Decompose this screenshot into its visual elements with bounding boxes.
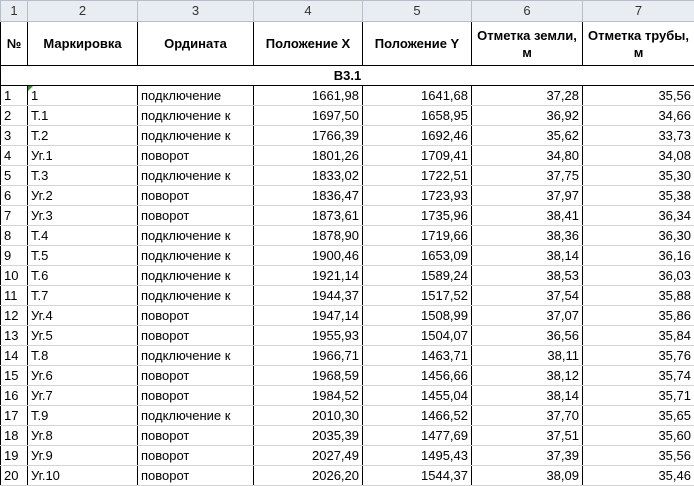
- cell-marking[interactable]: Т.2: [28, 126, 138, 146]
- cell-marking[interactable]: Т.3: [28, 166, 138, 186]
- section-row: [1, 66, 694, 86]
- cell-ordinate[interactable]: поворот: [138, 386, 254, 406]
- cell-ordinate[interactable]: поворот: [138, 326, 254, 346]
- cell-position-y[interactable]: 1735,96: [363, 206, 472, 226]
- cell-ordinate[interactable]: поворот: [138, 466, 254, 486]
- cell-position-x[interactable]: 1955,93: [254, 326, 363, 346]
- section-title-cell[interactable]: В3.1: [1, 66, 694, 86]
- cell-pipe-elevation[interactable]: 33,73: [583, 126, 694, 146]
- cell-position-x[interactable]: 1900,46: [254, 246, 363, 266]
- cell-number[interactable]: 8: [1, 226, 28, 246]
- cell-pipe-elevation[interactable]: 35,71: [583, 386, 694, 406]
- cell-position-x[interactable]: 1966,71: [254, 346, 363, 366]
- cell-ordinate[interactable]: поворот: [138, 186, 254, 206]
- cell-number[interactable]: 4: [1, 146, 28, 166]
- cell-position-y[interactable]: 1517,52: [363, 286, 472, 306]
- cell-marking[interactable]: Т.4: [28, 226, 138, 246]
- cell-ordinate[interactable]: подключение к: [138, 346, 254, 366]
- cell-number[interactable]: 13: [1, 326, 28, 346]
- cell-position-y[interactable]: 1692,46: [363, 126, 472, 146]
- column-number-cell[interactable]: 4: [254, 1, 363, 22]
- cell-ordinate[interactable]: подключение: [138, 86, 254, 106]
- cell-position-y[interactable]: 1589,24: [363, 266, 472, 286]
- header-cell-ground-elevation[interactable]: Отметка земли, м: [472, 22, 583, 66]
- cell-ground-elevation[interactable]: 37,75: [472, 166, 583, 186]
- cell-ordinate[interactable]: поворот: [138, 306, 254, 326]
- cell-position-y[interactable]: 1719,66: [363, 226, 472, 246]
- table-row: [1, 346, 694, 366]
- column-number-cell[interactable]: 6: [472, 1, 583, 22]
- cell-marking[interactable]: Т.9: [28, 406, 138, 426]
- header-cell-pipe-elevation[interactable]: Отметка трубы, м: [583, 22, 694, 66]
- cell-pipe-elevation[interactable]: 36,34: [583, 206, 694, 226]
- table-row: [1, 246, 694, 266]
- cell-marking[interactable]: Уг.5: [28, 326, 138, 346]
- cell-pipe-elevation[interactable]: 35,56: [583, 86, 694, 106]
- table-row: [1, 446, 694, 466]
- cell-number[interactable]: 1: [1, 86, 28, 106]
- cell-position-y[interactable]: 1709,41: [363, 146, 472, 166]
- column-number-cell[interactable]: 5: [363, 1, 472, 22]
- cell-number[interactable]: 9: [1, 246, 28, 266]
- cell-number[interactable]: 12: [1, 306, 28, 326]
- table-row: [1, 86, 694, 106]
- cell-number[interactable]: 11: [1, 286, 28, 306]
- cell-marking[interactable]: Уг.1: [28, 146, 138, 166]
- cell-number[interactable]: 17: [1, 406, 28, 426]
- table-row: [1, 126, 694, 146]
- cell-ground-elevation[interactable]: 37,39: [472, 446, 583, 466]
- table-row: [1, 266, 694, 286]
- column-number-cell[interactable]: 7: [583, 1, 694, 22]
- table-row: [1, 106, 694, 126]
- table-row: [1, 206, 694, 226]
- cell-marking[interactable]: Уг.9: [28, 446, 138, 466]
- table-row: [1, 146, 694, 166]
- cell-ordinate[interactable]: подключение к: [138, 226, 254, 246]
- cell-number[interactable]: 3: [1, 126, 28, 146]
- cell-number[interactable]: 5: [1, 166, 28, 186]
- cell-number[interactable]: 16: [1, 386, 28, 406]
- cell-position-y[interactable]: 1477,69: [363, 426, 472, 446]
- cell-ordinate[interactable]: подключение к: [138, 106, 254, 126]
- cell-position-x[interactable]: 1697,50: [254, 106, 363, 126]
- cell-pipe-elevation[interactable]: 36,03: [583, 266, 694, 286]
- cell-position-y[interactable]: 1504,07: [363, 326, 472, 346]
- cell-ground-elevation[interactable]: 38,41: [472, 206, 583, 226]
- table-row: [1, 406, 694, 426]
- cell-marking[interactable]: Т.8: [28, 346, 138, 366]
- cell-number[interactable]: 20: [1, 466, 28, 486]
- table-row: [1, 286, 694, 306]
- cell-position-x[interactable]: 1878,90: [254, 226, 363, 246]
- cell-ground-elevation[interactable]: 37,07: [472, 306, 583, 326]
- cell-pipe-elevation[interactable]: 34,08: [583, 146, 694, 166]
- table-row: [1, 386, 694, 406]
- cell-ground-elevation[interactable]: 37,70: [472, 406, 583, 426]
- cell-marking[interactable]: Т.6: [28, 266, 138, 286]
- cell-position-y[interactable]: 1641,68: [363, 86, 472, 106]
- cell-ordinate[interactable]: поворот: [138, 426, 254, 446]
- cell-position-y[interactable]: 1495,43: [363, 446, 472, 466]
- cell-ground-elevation[interactable]: 34,80: [472, 146, 583, 166]
- cell-marking[interactable]: Уг.4: [28, 306, 138, 326]
- cell-pipe-elevation[interactable]: 35,65: [583, 406, 694, 426]
- cell-ground-elevation[interactable]: 38,12: [472, 366, 583, 386]
- cell-marking[interactable]: Уг.3: [28, 206, 138, 226]
- cell-ground-elevation[interactable]: 38,14: [472, 246, 583, 266]
- cell-position-y[interactable]: 1722,51: [363, 166, 472, 186]
- cell-pipe-elevation[interactable]: 35,30: [583, 166, 694, 186]
- cell-position-x[interactable]: 2035,39: [254, 426, 363, 446]
- cell-position-x[interactable]: 1801,26: [254, 146, 363, 166]
- cell-marking[interactable]: Уг.2: [28, 186, 138, 206]
- cell-position-x[interactable]: 1984,52: [254, 386, 363, 406]
- cell-marking[interactable]: Уг.6: [28, 366, 138, 386]
- header-cell-ordinate[interactable]: Ордината: [138, 22, 254, 66]
- cell-pipe-elevation[interactable]: 34,66: [583, 106, 694, 126]
- column-number-cell[interactable]: 1: [1, 1, 28, 22]
- cell-ground-elevation[interactable]: 38,53: [472, 266, 583, 286]
- cell-position-x[interactable]: 1921,14: [254, 266, 363, 286]
- cell-ordinate[interactable]: подключение к: [138, 286, 254, 306]
- header-cell-marking[interactable]: Маркировка: [28, 22, 138, 66]
- cell-ordinate[interactable]: поворот: [138, 146, 254, 166]
- header-row: [1, 22, 694, 66]
- cell-position-y[interactable]: 1456,66: [363, 366, 472, 386]
- cell-number[interactable]: 6: [1, 186, 28, 206]
- cell-ground-elevation[interactable]: 38,14: [472, 386, 583, 406]
- cell-position-y[interactable]: 1455,04: [363, 386, 472, 406]
- cell-pipe-elevation[interactable]: 35,60: [583, 426, 694, 446]
- cell-marking[interactable]: Т.1: [28, 106, 138, 126]
- table-row: [1, 306, 694, 326]
- cell-position-x[interactable]: 1661,98: [254, 86, 363, 106]
- table-row: [1, 226, 694, 246]
- header-cell-number[interactable]: №: [1, 22, 28, 66]
- cell-ordinate[interactable]: поворот: [138, 206, 254, 226]
- table-row: [1, 426, 694, 446]
- cell-number[interactable]: 15: [1, 366, 28, 386]
- cell-position-x[interactable]: 1968,59: [254, 366, 363, 386]
- cell-number[interactable]: 18: [1, 426, 28, 446]
- column-number-cell[interactable]: 2: [28, 1, 138, 22]
- header-cell-position-x[interactable]: Положение X: [254, 22, 363, 66]
- cell-marking[interactable]: Уг.7: [28, 386, 138, 406]
- header-cell-position-y[interactable]: Положение Y: [363, 22, 472, 66]
- cell-ordinate[interactable]: подключение к: [138, 406, 254, 426]
- cell-ground-elevation[interactable]: 35,62: [472, 126, 583, 146]
- cell-pipe-elevation[interactable]: 35,56: [583, 446, 694, 466]
- column-number-cell[interactable]: 3: [138, 1, 254, 22]
- cell-position-y[interactable]: 1723,93: [363, 186, 472, 206]
- cell-pipe-elevation[interactable]: 35,84: [583, 326, 694, 346]
- cell-position-y[interactable]: 1544,37: [363, 466, 472, 486]
- cell-marking[interactable]: Т.7: [28, 286, 138, 306]
- cell-ordinate[interactable]: поворот: [138, 446, 254, 466]
- cell-position-x[interactable]: 1836,47: [254, 186, 363, 206]
- table-row: [1, 166, 694, 186]
- cell-position-x[interactable]: 2026,20: [254, 466, 363, 486]
- cell-marking[interactable]: Уг.8: [28, 426, 138, 446]
- cell-pipe-elevation[interactable]: 35,76: [583, 346, 694, 366]
- cell-pipe-elevation[interactable]: 35,74: [583, 366, 694, 386]
- cell-position-x[interactable]: 1873,61: [254, 206, 363, 226]
- cell-ground-elevation[interactable]: 38,09: [472, 466, 583, 486]
- cell-pipe-elevation[interactable]: 35,86: [583, 306, 694, 326]
- cell-position-x[interactable]: 2027,49: [254, 446, 363, 466]
- cell-position-x[interactable]: 1833,02: [254, 166, 363, 186]
- cell-marking[interactable]: Т.5: [28, 246, 138, 266]
- cell-ground-elevation[interactable]: 38,36: [472, 226, 583, 246]
- cell-position-y[interactable]: 1658,95: [363, 106, 472, 126]
- cell-number[interactable]: 14: [1, 346, 28, 366]
- cell-number[interactable]: 2: [1, 106, 28, 126]
- cell-position-y[interactable]: 1508,99: [363, 306, 472, 326]
- cell-ordinate[interactable]: подключение к: [138, 266, 254, 286]
- cell-number[interactable]: 19: [1, 446, 28, 466]
- cell-pipe-elevation[interactable]: 36,30: [583, 226, 694, 246]
- cell-position-x[interactable]: 2010,30: [254, 406, 363, 426]
- cell-ordinate[interactable]: подключение к: [138, 166, 254, 186]
- cell-ground-elevation[interactable]: 38,11: [472, 346, 583, 366]
- cell-ground-elevation[interactable]: 37,28: [472, 86, 583, 106]
- cell-position-y[interactable]: 1463,71: [363, 346, 472, 366]
- table-row: [1, 186, 694, 206]
- cell-ground-elevation[interactable]: 36,92: [472, 106, 583, 126]
- cell-ordinate[interactable]: подключение к: [138, 126, 254, 146]
- cell-position-x[interactable]: 1944,37: [254, 286, 363, 306]
- column-number-row: [1, 1, 694, 22]
- cell-position-y[interactable]: 1466,52: [363, 406, 472, 426]
- cell-ground-elevation[interactable]: 36,56: [472, 326, 583, 346]
- table-row: [1, 466, 694, 486]
- cell-ordinate[interactable]: поворот: [138, 366, 254, 386]
- cell-marking[interactable]: Уг.10: [28, 466, 138, 486]
- cell-pipe-elevation[interactable]: 35,88: [583, 286, 694, 306]
- table-row: [1, 366, 694, 386]
- cell-ground-elevation[interactable]: 37,97: [472, 186, 583, 206]
- table-row: [1, 326, 694, 346]
- cell-position-y[interactable]: 1653,09: [363, 246, 472, 266]
- cell-number[interactable]: 10: [1, 266, 28, 286]
- cell-number[interactable]: 7: [1, 206, 28, 226]
- cell-pipe-elevation[interactable]: 35,38: [583, 186, 694, 206]
- cell-pipe-elevation[interactable]: 36,16: [583, 246, 694, 266]
- cell-marking[interactable]: 1: [28, 86, 138, 106]
- cell-position-x[interactable]: 1766,39: [254, 126, 363, 146]
- cell-ground-elevation[interactable]: 37,54: [472, 286, 583, 306]
- cell-pipe-elevation[interactable]: 35,46: [583, 466, 694, 486]
- cell-position-x[interactable]: 1947,14: [254, 306, 363, 326]
- cell-ground-elevation[interactable]: 37,51: [472, 426, 583, 446]
- cell-ordinate[interactable]: подключение к: [138, 246, 254, 266]
